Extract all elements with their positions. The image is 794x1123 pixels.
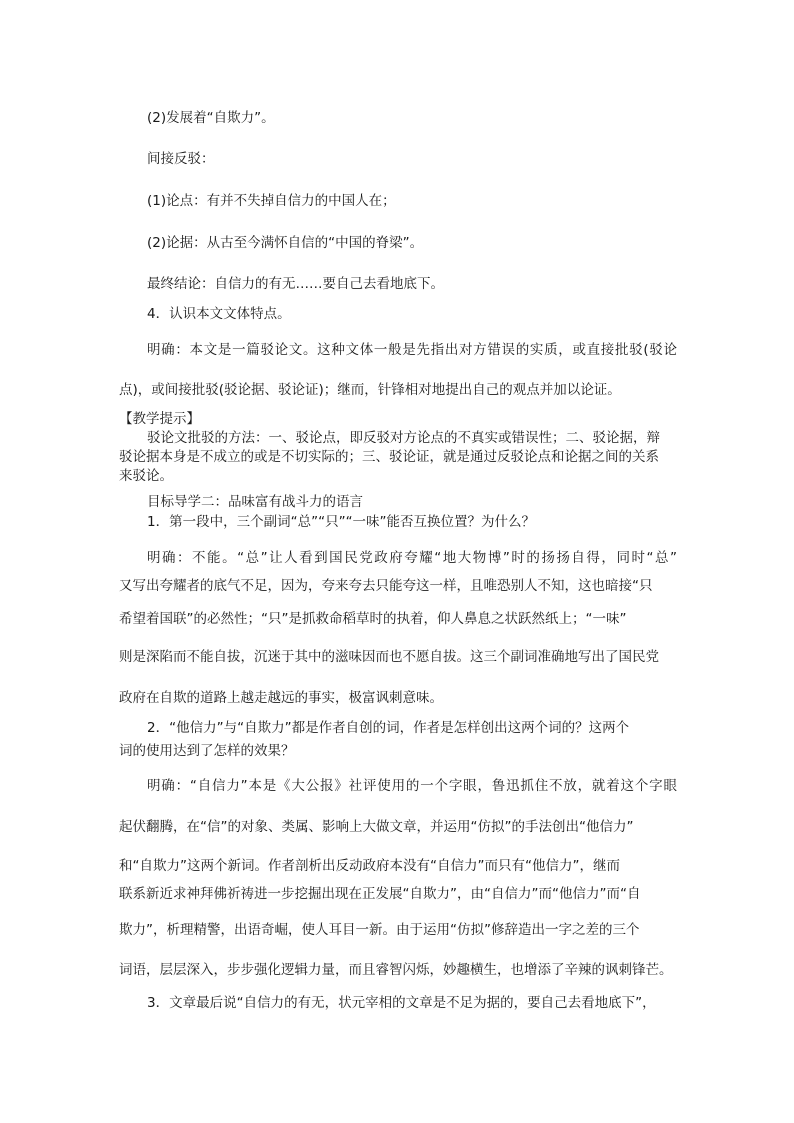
text-line: (1)论点：有并不失掉自信力的中国人在；: [147, 193, 396, 209]
text-line: 词语，层层深入，步步强化逻辑力量，而且睿智闪烁，妙趣横生，也增添了辛辣的讽刺锋芒。: [119, 962, 673, 978]
text-line: 间接反驳：: [147, 151, 215, 167]
text-line: 起伏翻腾，在“信”的对象、类属、影响上大做文章，并运用“仿拟”的手法创出“他信力”: [119, 819, 634, 835]
text-line: (2)发展着“自欺力”。: [147, 110, 275, 126]
text-line: 则是深陷而不能自拔，沉迷于其中的滋味因而也不愿自拔。这三个副词准确地写出了国民党: [119, 649, 659, 665]
text-line: 希望着国联”的必然性；“只”是抓救命稻草时的执着，仰人鼻息之状跃然纸上；“一味”: [119, 611, 627, 627]
text-line: 点)，或间接批驳(驳论据、驳论证)；继而，针锋相对地提出自己的观点并加以论证。: [119, 382, 621, 398]
text-line: 又写出夸耀者的底气不足，因为，夸来夸去只能夸这一样，且唯恐别人不知，这也暗接“只: [119, 578, 653, 594]
text-line: 4．认识本文文体特点。: [147, 306, 291, 322]
text-line: (2)论据：从古至今满怀自信的“中国的脊梁”。: [147, 235, 424, 251]
text-line: 明确：不能。“总”让人看到国民党政府夸耀“地大物博”时的扬扬自得，同时“总”: [147, 550, 677, 566]
text-line: 和“自欺力”这两个新词。作者剖析出反动政府本没有“自信力”而只有“他信力”，继而: [119, 858, 620, 874]
text-line: 明确：“自信力”本是《大公报》社评使用的一个字眼，鲁迅抓住不放，就着这个字眼: [147, 778, 677, 794]
text-line: 驳论文批驳的方法：一、驳论点，即反驳对方论点的不真实或错误性；二、驳论据，辩: [147, 430, 660, 446]
text-line: 明确：本文是一篇驳论文。这种文体一般是先指出对方错误的实质，或直接批驳(驳论: [147, 342, 677, 358]
text-line: 词的使用达到了怎样的效果？: [119, 743, 295, 759]
text-line: 联系新近求神拜佛祈祷进一步挖掘出现在正发展“自欺力”，由“自信力”而“他信力”而“自: [119, 886, 641, 902]
text-line: 政府在自欺的道路上越走越远的事实，极富讽刺意味。: [119, 690, 443, 706]
section-heading: 【教学提示】: [119, 411, 200, 427]
text-line: 3．文章最后说“自信力的有无，状元宰相的文章是不足为据的，要自己去看地底下”，: [147, 995, 656, 1011]
section-heading: 目标导学二：品味富有战斗力的语言: [147, 494, 363, 510]
text-line: 来驳论。: [119, 468, 173, 484]
text-line: 最终结论：自信力的有无……要自己去看地底下。: [147, 276, 444, 292]
text-line: 欺力”，析理精警，出语奇崛，使人耳目一新。由于运用“仿拟”修辞造出一字之差的三个: [119, 922, 640, 938]
text-line: 驳论据本身是不成立的或是不切实际的；三、驳论证，就是通过反驳论点和论据之间的关系: [119, 449, 659, 465]
text-line: 1．第一段中，三个副词“总”“只”“一味”能否互换位置？为什么？: [147, 514, 536, 530]
text-line: 2．“他信力”与“自欺力”都是作者自创的词，作者是怎样创出这两个词的？这两个: [147, 720, 630, 736]
